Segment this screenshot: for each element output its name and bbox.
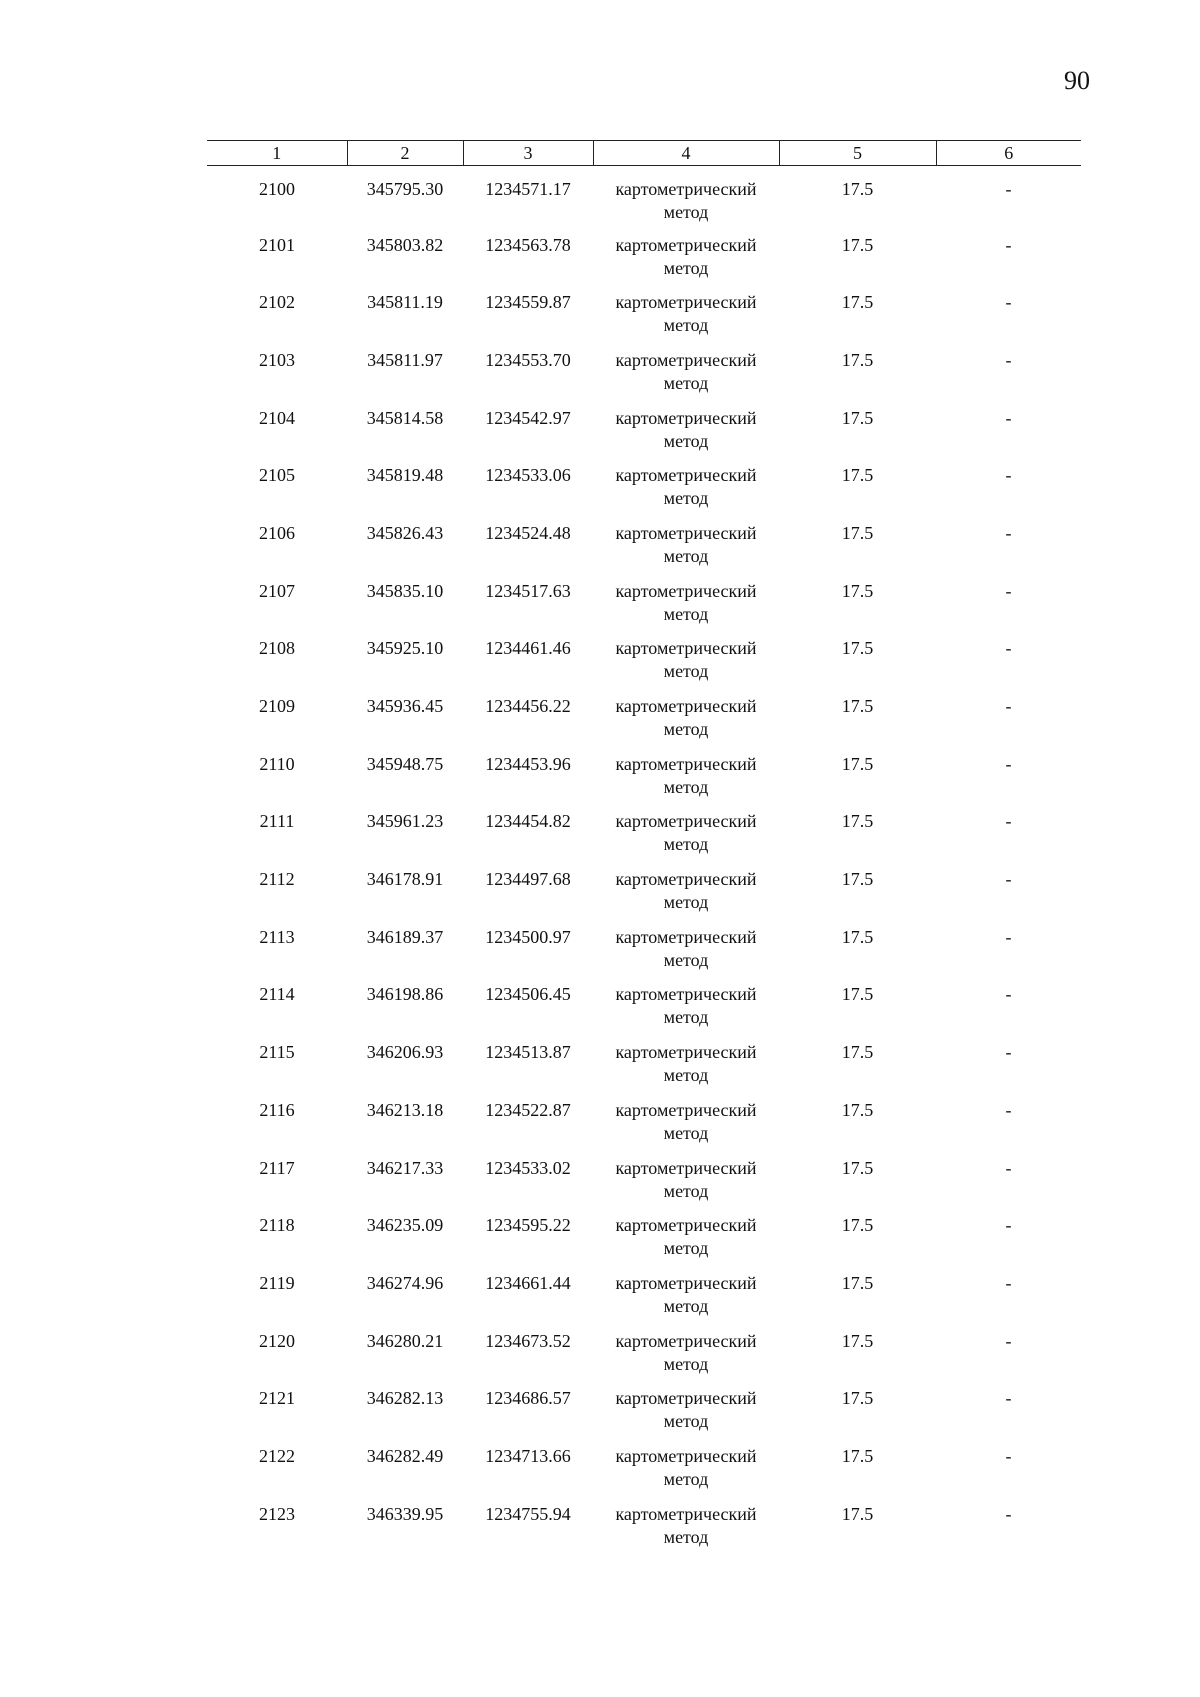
point-id-cell: 2101: [259, 234, 295, 255]
y-coordinate-cell: 1234713.66: [485, 1445, 571, 1466]
point-id-cell: 2120: [259, 1330, 295, 1351]
accuracy-cell: 17.5: [841, 292, 874, 313]
y-coordinate-cell: 1234595.22: [485, 1215, 571, 1236]
point-id-cell: 2105: [259, 465, 295, 486]
point-id-cell: 2113: [259, 926, 295, 947]
table-row: [207, 234, 1081, 292]
x-coordinate-cell: 346280.21: [366, 1330, 444, 1351]
note-cell: -: [1005, 349, 1012, 370]
x-coordinate-cell: 345835.10: [366, 580, 444, 601]
accuracy-cell: 17.5: [841, 522, 874, 543]
point-id-cell: 2119: [259, 1272, 295, 1293]
y-coordinate-cell: 1234533.06: [485, 465, 571, 486]
note-cell: -: [1005, 696, 1012, 716]
accuracy-cell: 17.5: [841, 811, 874, 832]
table-row: [207, 1041, 1081, 1099]
point-id-cell: 2100: [259, 179, 295, 199]
x-coordinate-cell: 346339.95: [366, 1503, 444, 1524]
accuracy-cell: 17.5: [841, 1042, 874, 1063]
point-id-cell: 2108: [259, 638, 295, 659]
y-coordinate-cell: 1234563.78: [485, 234, 571, 255]
x-coordinate-cell: 346282.49: [366, 1445, 444, 1466]
x-coordinate-cell: 346217.33: [366, 1157, 444, 1178]
accuracy-cell: 17.5: [841, 753, 874, 774]
method-cell: картометрический метод: [615, 984, 757, 1028]
point-id-cell: 2102: [259, 292, 295, 313]
x-coordinate-cell: 346213.18: [366, 1099, 444, 1120]
y-coordinate-cell: 1234454.82: [485, 811, 571, 832]
y-coordinate-cell: 1234517.63: [485, 580, 571, 601]
method-cell: картометрический метод: [615, 1215, 757, 1259]
y-coordinate-cell: 1234571.17: [485, 179, 571, 199]
table-row: [207, 1272, 1081, 1330]
table-row: [207, 637, 1081, 695]
table-row: [207, 580, 1081, 638]
method-cell: картометрический метод: [615, 926, 757, 970]
note-cell: -: [1005, 234, 1012, 255]
x-coordinate-cell: 346198.86: [366, 984, 444, 1005]
table-row: [207, 1099, 1081, 1157]
table-row: [207, 1387, 1081, 1445]
method-cell: картометрический метод: [615, 465, 757, 509]
point-id-cell: 2118: [259, 1215, 295, 1236]
note-cell: -: [1005, 1445, 1012, 1466]
note-cell: -: [1005, 984, 1012, 1005]
table-row: [207, 522, 1081, 580]
method-cell: картометрический метод: [615, 1157, 757, 1201]
table-header: [207, 141, 1081, 166]
method-cell: картометрический метод: [615, 407, 757, 451]
table-row: [207, 753, 1081, 811]
method-cell: картометрический метод: [615, 869, 757, 913]
x-coordinate-cell: 345811.97: [367, 349, 443, 370]
method-cell: картометрический метод: [615, 179, 757, 222]
note-cell: -: [1005, 869, 1012, 890]
x-coordinate-cell: 345795.30: [366, 179, 444, 199]
table-row: [207, 1330, 1081, 1388]
table-row: [207, 1445, 1081, 1503]
table-row: [207, 464, 1081, 522]
x-coordinate-cell: 346235.09: [366, 1215, 444, 1236]
method-cell: картометрический метод: [615, 753, 757, 797]
note-cell: -: [1005, 753, 1012, 774]
x-coordinate-cell: 345803.82: [366, 234, 444, 255]
y-coordinate-cell: 1234661.44: [485, 1272, 571, 1293]
table-row: [207, 349, 1081, 407]
accuracy-cell: 17.5: [841, 1099, 874, 1120]
point-id-cell: 2104: [259, 407, 295, 428]
method-cell: картометрический метод: [615, 1042, 757, 1086]
point-id-cell: 2121: [259, 1388, 295, 1409]
accuracy-cell: 17.5: [841, 984, 874, 1005]
table-row: [207, 868, 1081, 926]
x-coordinate-cell: 345819.48: [366, 465, 444, 486]
note-cell: -: [1005, 1330, 1012, 1351]
note-cell: -: [1005, 1215, 1012, 1236]
y-coordinate-cell: 1234497.68: [485, 869, 571, 890]
y-coordinate-cell: 1234755.94: [485, 1503, 571, 1524]
method-cell: картометрический метод: [615, 349, 757, 393]
method-cell: картометрический метод: [615, 1099, 757, 1143]
table-row: [207, 926, 1081, 984]
note-cell: -: [1005, 1157, 1012, 1178]
note-cell: -: [1005, 1388, 1012, 1409]
x-coordinate-cell: 346274.96: [366, 1272, 444, 1293]
point-id-cell: 2117: [259, 1157, 295, 1178]
table-row: [207, 407, 1081, 465]
x-coordinate-cell: 346206.93: [366, 1042, 444, 1063]
point-id-cell: 2123: [259, 1503, 295, 1524]
note-cell: -: [1005, 522, 1012, 543]
table-row: [207, 983, 1081, 1041]
y-coordinate-cell: 1234506.45: [485, 984, 571, 1005]
y-coordinate-cell: 1234686.57: [485, 1388, 571, 1409]
y-coordinate-cell: 1234522.87: [485, 1099, 571, 1120]
header-col-2: 2: [347, 141, 463, 166]
method-cell: картометрический метод: [615, 638, 757, 682]
point-id-cell: 2107: [259, 580, 295, 601]
accuracy-cell: 17.5: [841, 638, 874, 659]
note-cell: -: [1005, 580, 1012, 601]
coordinates-table: [207, 140, 1081, 1560]
method-cell: картометрический метод: [615, 234, 757, 278]
point-id-cell: 2110: [259, 753, 295, 774]
x-coordinate-cell: 345948.75: [366, 753, 444, 774]
point-id-cell: 2116: [259, 1099, 295, 1120]
point-id-cell: 2122: [259, 1445, 295, 1466]
y-coordinate-cell: 1234542.97: [485, 407, 571, 428]
header-row: [207, 141, 1081, 166]
method-cell: картометрический метод: [615, 1503, 757, 1547]
y-coordinate-cell: 1234461.46: [485, 638, 571, 659]
y-coordinate-cell: 1234533.02: [485, 1157, 571, 1178]
table-row: [207, 695, 1081, 753]
accuracy-cell: 17.5: [841, 1388, 874, 1409]
accuracy-cell: 17.5: [841, 869, 874, 890]
accuracy-cell: 17.5: [841, 1215, 874, 1236]
point-id-cell: 2112: [259, 869, 295, 890]
note-cell: -: [1005, 407, 1012, 428]
table-row: [207, 810, 1081, 868]
table-body: [207, 166, 1081, 1561]
point-id-cell: 2103: [259, 349, 295, 370]
accuracy-cell: 17.5: [841, 1272, 874, 1293]
note-cell: -: [1005, 465, 1012, 486]
x-coordinate-cell: 346178.91: [366, 869, 444, 890]
note-cell: -: [1005, 926, 1012, 947]
header-col-4: 4: [593, 141, 779, 166]
accuracy-cell: 17.5: [841, 1157, 874, 1178]
accuracy-cell: 17.5: [841, 349, 874, 370]
y-coordinate-cell: 1234673.52: [485, 1330, 571, 1351]
y-coordinate-cell: 1234524.48: [485, 522, 571, 543]
table-row: [207, 166, 1081, 234]
header-col-5: 5: [779, 141, 936, 166]
y-coordinate-cell: 1234456.22: [485, 696, 571, 716]
point-id-cell: 2111: [259, 811, 295, 832]
point-id-cell: 2114: [259, 984, 295, 1005]
header-col-3: 3: [463, 141, 593, 166]
method-cell: картометрический метод: [615, 580, 757, 624]
point-id-cell: 2115: [259, 1042, 295, 1063]
accuracy-cell: 17.5: [841, 696, 874, 716]
page-number: 90: [1064, 66, 1090, 95]
point-id-cell: 2106: [259, 522, 295, 543]
x-coordinate-cell: 345925.10: [366, 638, 444, 659]
accuracy-cell: 17.5: [841, 926, 874, 947]
note-cell: -: [1005, 179, 1012, 199]
accuracy-cell: 17.5: [841, 1503, 874, 1524]
header-col-6: 6: [936, 141, 1081, 166]
method-cell: картометрический метод: [615, 1272, 757, 1316]
x-coordinate-cell: 345826.43: [366, 522, 444, 543]
method-cell: картометрический метод: [615, 1388, 757, 1432]
method-cell: картометрический метод: [615, 292, 757, 336]
table-row: [207, 1503, 1081, 1561]
table-row: [207, 291, 1081, 349]
note-cell: -: [1005, 811, 1012, 832]
method-cell: картометрический метод: [615, 1445, 757, 1489]
accuracy-cell: 17.5: [841, 407, 874, 428]
note-cell: -: [1005, 1272, 1012, 1293]
method-cell: картометрический метод: [615, 522, 757, 566]
header-col-1: 1: [207, 141, 347, 166]
note-cell: -: [1005, 638, 1012, 659]
note-cell: -: [1005, 1099, 1012, 1120]
x-coordinate-cell: 345811.19: [367, 292, 443, 313]
method-cell: картометрический метод: [615, 811, 757, 855]
y-coordinate-cell: 1234513.87: [485, 1042, 571, 1063]
y-coordinate-cell: 1234553.70: [485, 349, 571, 370]
accuracy-cell: 17.5: [841, 179, 874, 199]
accuracy-cell: 17.5: [841, 580, 874, 601]
table-row: [207, 1214, 1081, 1272]
method-cell: картометрический метод: [615, 696, 757, 739]
x-coordinate-cell: 346282.13: [366, 1388, 444, 1409]
x-coordinate-cell: 345961.23: [366, 811, 444, 832]
y-coordinate-cell: 1234500.97: [485, 926, 571, 947]
note-cell: -: [1005, 1503, 1012, 1524]
note-cell: -: [1005, 1042, 1012, 1063]
x-coordinate-cell: 346189.37: [366, 926, 444, 947]
table-row: [207, 1157, 1081, 1215]
method-cell: картометрический метод: [615, 1330, 757, 1374]
accuracy-cell: 17.5: [841, 1330, 874, 1351]
x-coordinate-cell: 345936.45: [366, 696, 444, 716]
x-coordinate-cell: 345814.58: [366, 407, 444, 428]
y-coordinate-cell: 1234559.87: [485, 292, 571, 313]
accuracy-cell: 17.5: [841, 465, 874, 486]
note-cell: -: [1005, 292, 1012, 313]
accuracy-cell: 17.5: [841, 234, 874, 255]
point-id-cell: 2109: [259, 696, 295, 716]
y-coordinate-cell: 1234453.96: [485, 753, 571, 774]
accuracy-cell: 17.5: [841, 1445, 874, 1466]
